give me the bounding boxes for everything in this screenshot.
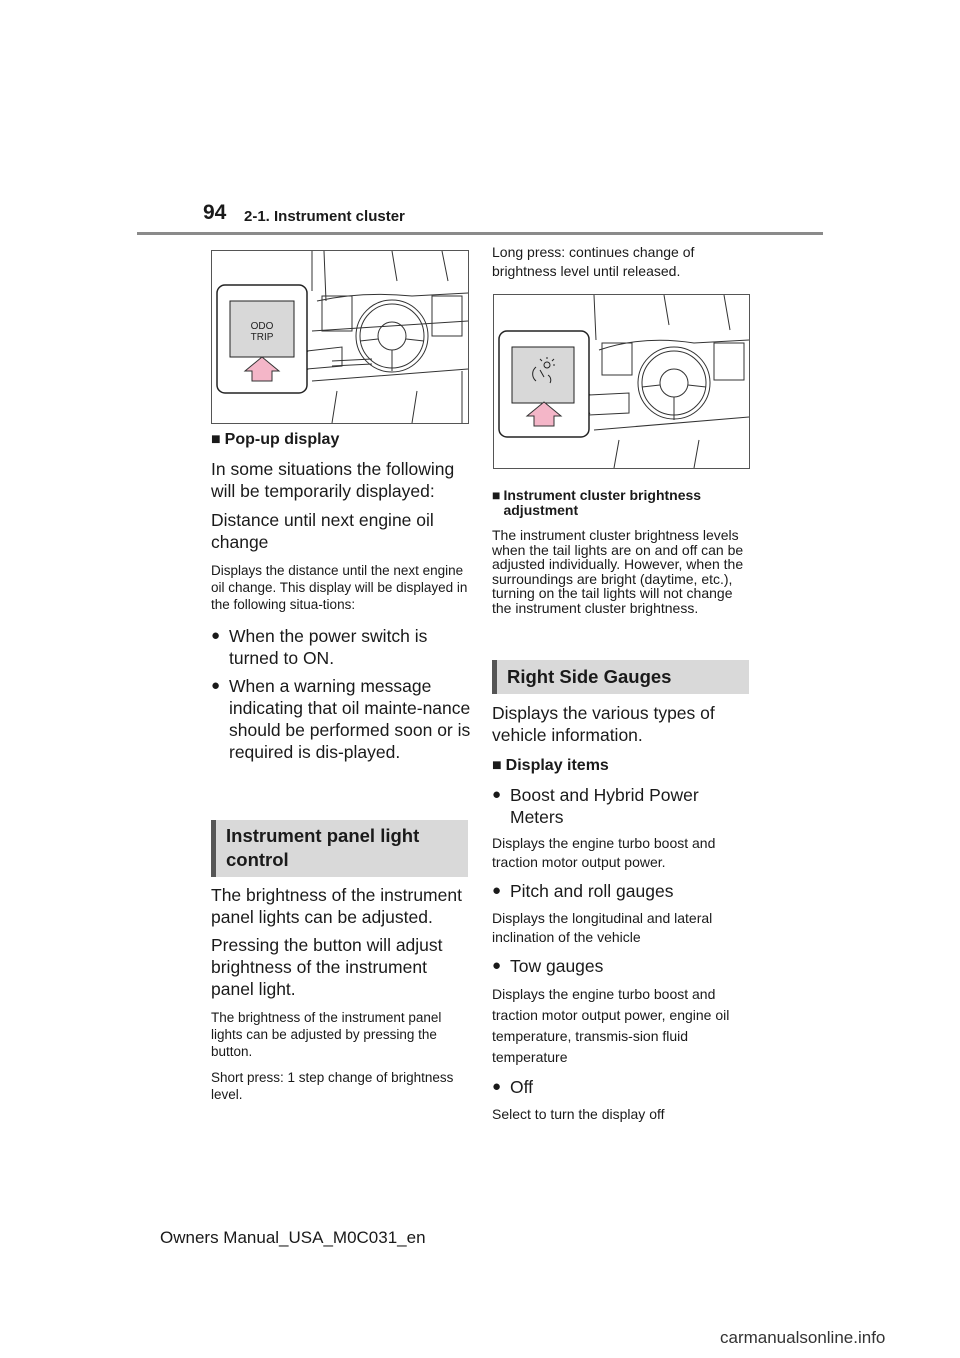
manual-id: Owners Manual_USA_M0C031_en — [160, 1228, 426, 1247]
cockpit-illustration — [212, 251, 468, 423]
right-side-gauges-heading: Right Side Gauges — [492, 660, 749, 694]
square-bullet-icon: ■ — [492, 757, 502, 774]
item-desc: Displays the engine turbo boost and traction motor output power. — [492, 835, 716, 870]
square-bullet-icon: ■ — [492, 487, 501, 503]
display-items-heading: ■ Display items — [492, 757, 609, 774]
list-item: ● Off — [492, 1077, 534, 1097]
cockpit-illustration-2 — [494, 295, 749, 468]
page-number: 94 — [203, 201, 227, 224]
instrument-panel-light-heading: Instrument panel light control — [211, 820, 468, 877]
bullet-icon: ● — [211, 627, 221, 644]
section-title: 2-1. Instrument cluster — [244, 208, 405, 225]
brightness-desc: The instrument cluster brightness levels when the tail lights are on and off can be adjusted individually. However, when the surroundings are bright (daytime, etc.), turning on the tail lights will not change the instrument cluster brightness. — [492, 527, 744, 616]
bullet-icon: ● — [492, 957, 502, 974]
list-item: ● Tow gauges — [492, 956, 604, 976]
list-item: ● When the power switch is turned to ON. — [211, 626, 428, 668]
item-desc: Displays the engine turbo boost and traction motor output power, engine oil temperature, transmis-sion fluid temperature — [492, 986, 730, 1065]
list-item: ● Boost and Hybrid Power Meters — [492, 785, 699, 827]
rsg-intro: Displays the various types of vehicle information. — [492, 703, 715, 745]
ipl-paragraph-4: Short press: 1 step change of brightness level. — [211, 1070, 454, 1102]
brightness-figure — [493, 294, 750, 469]
trip-label: TRIP — [250, 332, 274, 343]
bullet-icon: ● — [492, 786, 502, 803]
item-desc: Displays the longitudinal and lateral inclination of the vehicle — [492, 910, 713, 945]
left-column — [211, 430, 471, 763]
popup-heading: ■ Pop-up display — [211, 431, 340, 448]
ipl-section — [211, 884, 471, 1103]
bullet-icon: ● — [492, 882, 502, 899]
popup-intro: In some situations the following will be temporarily displayed: — [211, 459, 455, 501]
odo-trip-figure — [211, 250, 469, 424]
bullet-icon: ● — [211, 677, 221, 694]
square-bullet-icon: ■ — [211, 431, 221, 448]
brightness-heading: ■ Instrument cluster brightness adjustment — [492, 487, 702, 518]
ipl-paragraph-3: The brightness of the instrument panel lights can be adjusted by pressing the button. — [211, 1010, 442, 1059]
long-press-text: Long press: continues change of brightness level until released. — [492, 244, 695, 279]
brightness-section — [492, 488, 754, 615]
right-side-gauges-section — [492, 702, 754, 1124]
bullet-icon: ● — [492, 1078, 502, 1095]
popup-item: Distance until next engine oil change — [211, 510, 434, 552]
popup-desc: Displays the distance until the next engine oil change. This display will be displayed in the following situa-tions: — [211, 563, 468, 612]
header-rule — [137, 232, 823, 235]
ipl-paragraph-2: Pressing the button will adjust brightness of the instrument panel light. — [211, 935, 443, 999]
odo-label: ODO — [250, 321, 274, 332]
list-item: ● Pitch and roll gauges — [492, 881, 674, 901]
ipl-paragraph-1: The brightness of the instrument panel lights can be adjusted. — [211, 885, 462, 927]
list-item: ● When a warning message indicating that oil mainte-nance should be performed soon or is required is dis-played. — [211, 676, 471, 762]
item-desc: Select to turn the display off — [492, 1106, 665, 1122]
watermark: carmanualsonline.info — [720, 1328, 886, 1347]
